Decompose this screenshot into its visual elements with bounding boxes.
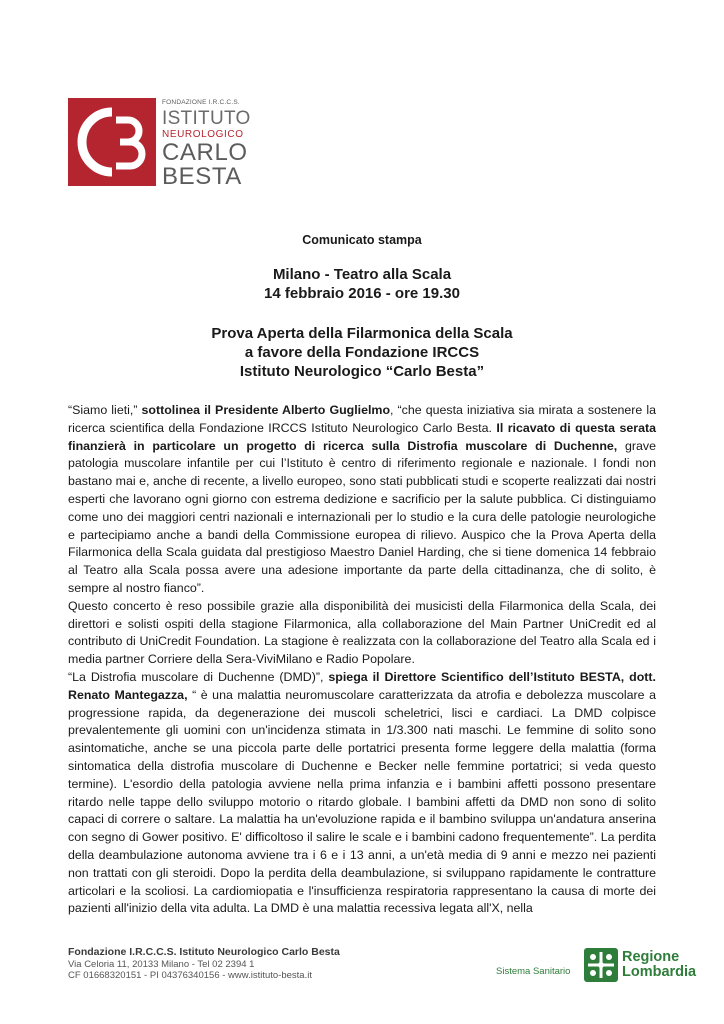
footer-fiscal: CF 01668320151 - PI 04376340156 - www.istituto-besta.it xyxy=(68,970,312,981)
bold-run: spiega il Direttore Scientifico dell’Istituto BESTA, dott. Renato Mantegazza, xyxy=(68,669,656,702)
regione-lombardia-label xyxy=(622,950,696,980)
regione-lombardia-icon xyxy=(584,948,618,982)
footer-title: Fondazione I.R.C.C.S. Istituto Neurologico Carlo Besta xyxy=(68,946,340,958)
logo-besta: BESTA xyxy=(162,162,242,190)
bold-run: sottolinea il Presidente Alberto Guglielmo xyxy=(141,403,391,417)
kicker: Comunicato stampa xyxy=(302,233,422,247)
text-run: grave patologia muscolare infantile per cui l’Istituto è centro di riferimento regionale e nazionale. I fondi non bastano mai e, anche di recente, a livello europeo, sono stati pubblicati studi e scoperte realizzati dai nostri esperti che lavorano ogni giorno con estrema dedizione e sacrificio per la salute pubblica. Ci distinguiamo come uno dei maggiori centri nazionali e internazionali per lo studio e la cura delle patologie neurologiche e partecipiamo anche a bandi della Commissione europea di rilievo. Auspico che la Prova Aperta della Filarmonica della Scala guidata dal prestigioso Maestro Daniel Harding, che si tiene domenica 14 febbraio al Teatro alla Scala possa avere una adesione importante da parte della cittadinanza, che di solito, è sempre al nostro fianco”. xyxy=(68,438,657,595)
headline-line-2: 14 febbraio 2016 - ore 19.30 xyxy=(264,285,460,302)
logo-carlo: CARLO xyxy=(162,138,248,166)
paragraph-president-quote xyxy=(68,402,656,598)
logo-mark-icon xyxy=(68,98,156,186)
bold-run: Il ricavato di questa serata finanzierà in particolare un progetto di ricerca sulla Distrofia muscolare di Duchenne, xyxy=(68,420,656,453)
footer-address-block xyxy=(68,947,340,982)
press-release-body xyxy=(68,402,656,918)
headline xyxy=(0,265,724,303)
footer-address: Via Celoria 11, 20133 Milano - Tel 02 2394 1 xyxy=(68,958,255,970)
subheadline-line-1: Prova Aperta della Filarmonica della Scala xyxy=(211,325,513,342)
headline-line-1: Milano - Teatro alla Scala xyxy=(272,266,452,283)
subheadline-line-2: a favore della Fondazione IRCCS xyxy=(244,344,480,361)
logo-wordmark xyxy=(162,98,251,189)
logo-fondazione: FONDAZIONE I.R.C.C.S. xyxy=(162,99,240,106)
text-run: “ è una malattia neuromuscolare caratterizzata da atrofia e debolezza muscolare a progressione rapida, da degenerazione dei muscoli scheletrici, lisci e cardiaci. La DMD colpisce prevalentemente gli uomini con un'incidenza stimata in 1/3.300 nati maschi. Le femmine di solito sono asintomatiche, anche se una piccola parte delle portatrici presenta forme leggere della malattia (forma sintomatica della distrofia muscolare di Duchenne e Becker nelle femmine portatrici; si veda questo termine). L'esordio della patologia avviene nella prima infanzia e i bambini affetti possono presentare ritardo nelle tappe dello sviluppo motorio o ritardo globale. I bambini affetti da DMD non sono di solito capaci di correre o saltare. La malattia ha un'evoluzione rapida e il bambino sviluppa un'andatura anserina con segno di Gower positivo. E' difficoltoso il salire le scale e i bambini cadono frequentemente”. La perdita della deambulazione autonoma avviene tra i 6 e i 13 anni, a un'età media di 9 anni e mezzo nei pazienti non trattati con gli steroidi. Dopo la perdita della deambulazione, si sviluppano rapidamente le contratture articolari e la scoliosi. La cardiomiopatia e l'insufficienza respiratoria rappresentano la causa di morte dei pazienti all'inizio della vita adulta. La DMD è una malattia recessiva legata all'X, nella xyxy=(68,687,656,916)
subheadline xyxy=(0,324,724,381)
regione-line-1: Regione xyxy=(622,949,680,965)
paragraph-dmd xyxy=(68,669,656,918)
logo-neurologico: NEUROLOGICO xyxy=(162,128,244,140)
text-run: , “che questa iniziativa sia mirata a sostenere la ricerca scientifica della Fondazione IRCCS Istituto Neurologico Carlo Besta. xyxy=(68,403,656,435)
besta-logo xyxy=(68,98,251,190)
text-run: “La Distrofia muscolare di Duchenne (DMD)”, xyxy=(68,669,329,684)
logo-istituto: ISTITUTO xyxy=(162,107,251,129)
paragraph-concert: Questo concerto è reso possibile grazie alla disponibilità dei musicisti della Filarmonica della Scala, dei direttori e solisti ospiti della stagione Filarmonica, alla collaborazione del Main Partner UniCredit ed al contributo di UniCredit Foundation. La stagione è realizzata con la collaborazione del Teatro alla Scala ed i media partner Corriere della Sera-ViviMilano e Radio Popolare. xyxy=(68,598,656,667)
sistema-sanitario-label: Sistema Sanitario xyxy=(496,966,571,977)
subheadline-line-3: Istituto Neurologico “Carlo Besta” xyxy=(239,363,485,380)
regione-line-2: Lombardia xyxy=(622,964,697,980)
text-run: “Siamo lieti,” xyxy=(68,403,142,417)
